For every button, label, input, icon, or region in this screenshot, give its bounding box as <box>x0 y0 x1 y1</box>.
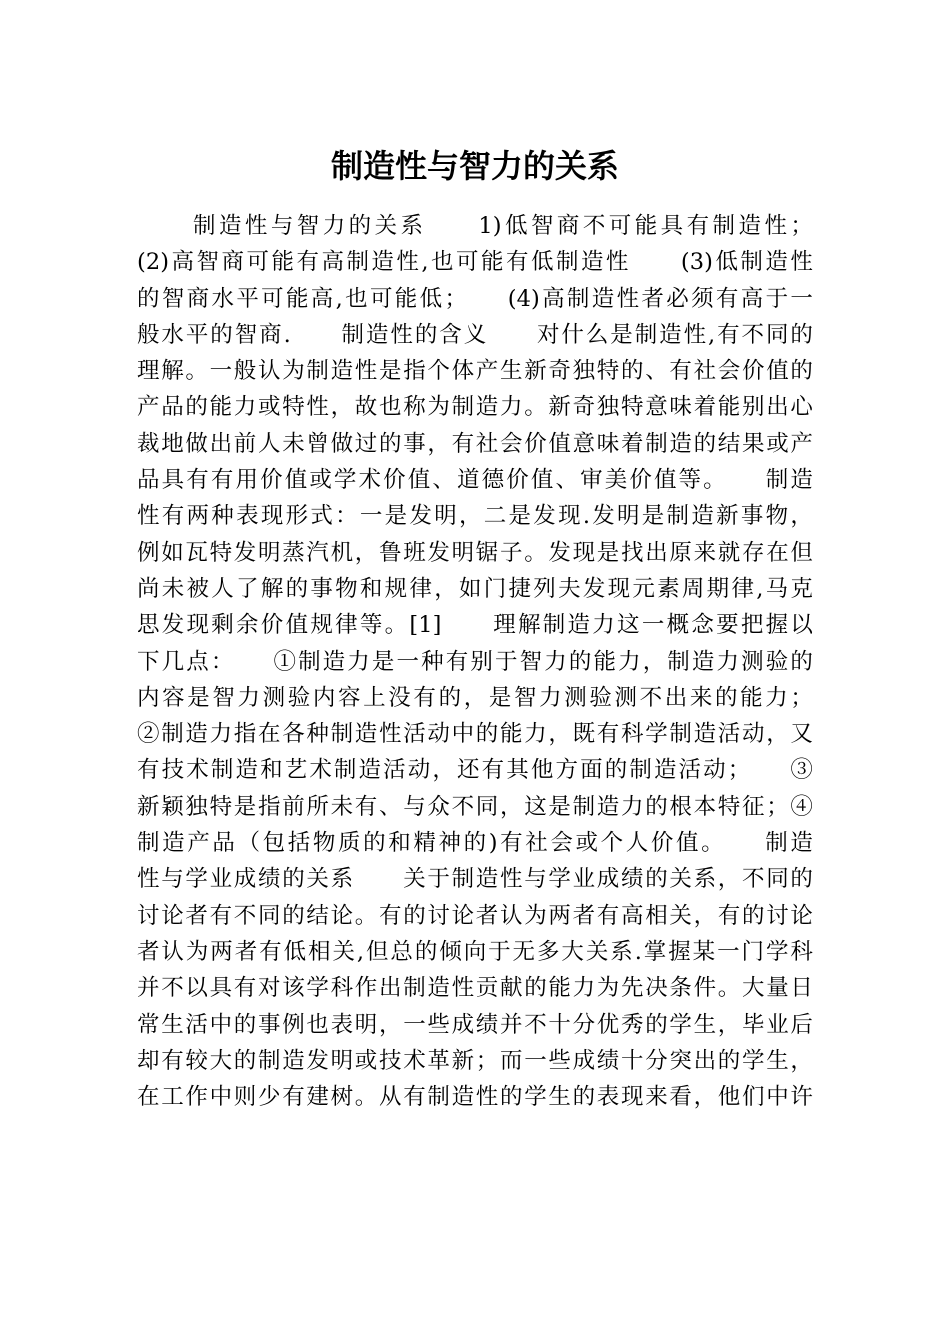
body-line: 制造产品（包括物质的和精神的)有社会或个人价值。 制造 <box>137 830 813 857</box>
body-line: 常生活中的事例也表明，一些成绩并不十分优秀的学生，毕业后 <box>137 1011 813 1038</box>
body-line: 产品的能力或特性，故也称为制造力。新奇独特意味着能别出心 <box>137 394 813 421</box>
body-line: 在工作中则少有建树。从有制造性的学生的表现来看，他们中许 <box>137 1084 813 1111</box>
body-line: 新颖独特是指前所未有、与众不同，这是制造力的根本特征；④ <box>137 793 813 820</box>
body-line: 尚未被人了解的事物和规律，如门捷列夫发现元素周期律,马克 <box>137 575 813 602</box>
body-line: 下几点： ①制造力是一种有别于智力的能力，制造力测验的 <box>137 648 813 675</box>
body-line: (2)高智商可能有高制造性,也可能有低制造性 (3)低制造性 <box>137 249 813 276</box>
body-line: 般水平的智商. 制造性的含义 对什么是制造性,有不同的 <box>137 321 813 348</box>
body-line: 制造性与智力的关系 1)低智商不可能具有制造性； <box>193 213 813 239</box>
body-line: 并不以具有对该学科作出制造性贡献的能力为先决条件。大量日 <box>137 975 813 1002</box>
document-body <box>137 208 813 1115</box>
body-line: 却有较大的制造发明或技术革新；而一些成绩十分突出的学生， <box>137 1047 813 1074</box>
body-line: ②制造力指在各种制造性活动中的能力，既有科学制造活动，又 <box>137 721 813 748</box>
body-line: 内容是智力测验内容上没有的，是智力测验测不出来的能力； <box>137 684 813 711</box>
body-line: 的智商水平可能高,也可能低； (4)高制造性者必须有高于一 <box>137 285 813 312</box>
body-line: 性与学业成绩的关系 关于制造性与学业成绩的关系，不同的 <box>137 866 813 893</box>
body-line: 有技术制造和艺术制造活动，还有其他方面的制造活动； ③ <box>137 757 813 784</box>
body-line: 品具有有用价值或学术价值、道德价值、审美价值等。 制造 <box>137 467 813 494</box>
body-line: 讨论者有不同的结论。有的讨论者认为两者有高相关，有的讨论 <box>137 902 813 929</box>
document-title: 制造性与智力的关系 <box>330 147 619 185</box>
body-line: 裁地做出前人未曾做过的事，有社会价值意味着制造的结果或产 <box>137 430 813 457</box>
body-line: 例如瓦特发明蒸汽机，鲁班发明锯子。发现是找出原来就存在但 <box>137 539 813 566</box>
body-line: 者认为两者有低相关,但总的倾向于无多大关系.掌握某一门学科 <box>137 938 813 965</box>
body-line: 理解。一般认为制造性是指个体产生新奇独特的、有社会价值的 <box>137 358 813 385</box>
body-line: 性有两种表现形式：一是发明，二是发现.发明是制造新事物， <box>137 503 813 530</box>
body-line: 思发现剩余价值规律等。[1] 理解制造力这一概念要把握以 <box>137 612 813 639</box>
